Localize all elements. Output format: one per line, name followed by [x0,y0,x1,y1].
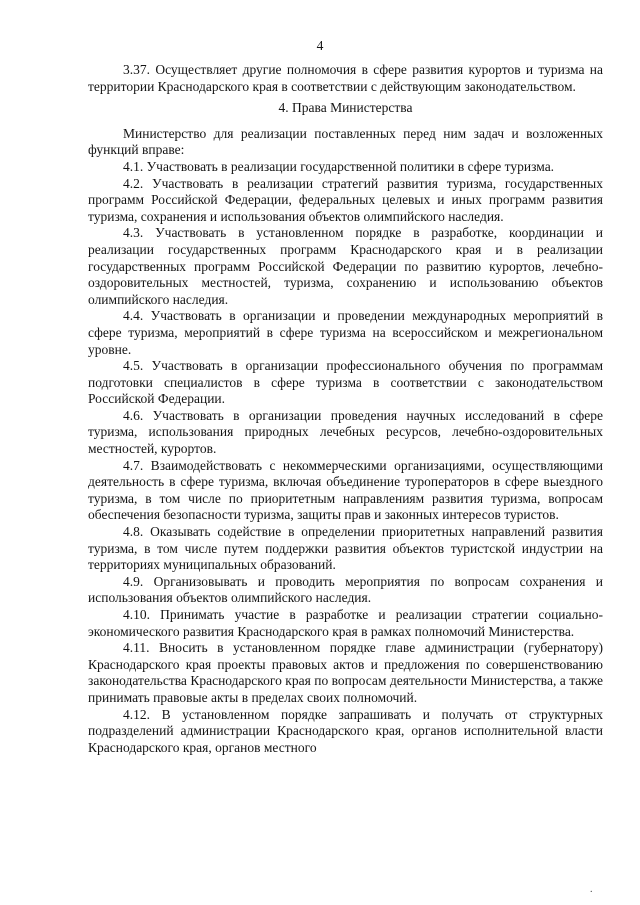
paragraph-4-11: 4.11. Вносить в установленном порядке главе администрации (губернатору) Краснодарского края проекты правовых актов и предложения по совершенствованию законодательства Краснодарского края по вопросам деятельности Министерства, а также принимать правовые акты в пределах своих полномочий. [88,640,603,705]
page-number: 4 [316,38,324,53]
paragraph-intro: Министерство для реализации поставленных перед ним задач и возложенных функций вправе: [88,125,603,158]
paragraph-3-37: 3.37. Осуществляет другие полномочия в сфере развития курортов и туризма на территории Краснодарского края в соответствии с действующим законодательством. [88,62,603,94]
paragraph-4-7: 4.7. Взаимодействовать с некоммерческими организациями, осуществляющими деятельность в сфере туризма, включая объединение туроператоров в сфере выездного туризма, в том числе по приоритетным направлениям развития туризма, вопросам обеспечения безопасности туризма, защиты прав и законных интересов туристов. [88,457,603,523]
paragraph-4-4: 4.4. Участвовать в организации и проведении международных мероприятий в сфере туризма, мероприятий в сфере туризма на всероссийском и межрегиональном уровне. [88,308,603,357]
paragraph-4-6: 4.6. Участвовать в организации проведения научных исследований в сфере туризма, использования природных лечебных ресурсов, лечебно-оздоровительных местностей, курортов. [88,407,603,457]
paragraph-4-9: 4.9. Организовывать и проводить мероприятия по вопросам сохранения и использования объектов олимпийского наследия. [88,573,603,606]
section-heading: 4. Права Министерства [278,100,413,116]
paragraph-4-2: 4.2. Участвовать в реализации стратегий развития туризма, государственных программ Российской Федерации, федеральных целевых и иных программ развития туризма, сохранения и использования объектов олимпийского наследия. [88,175,603,224]
paragraph-4-12: 4.12. В установленном порядке запрашивать и получать от структурных подразделений администрации Краснодарского края, органов исполнительной власти Краснодарского края, органов местного [88,706,603,755]
paragraph-4-1: 4.1. Участвовать в реализации государственной политики в сфере туризма. [123,158,555,174]
scan-mark: . [590,884,593,895]
paragraph-4-8: 4.8. Оказывать содействие в определении приоритетных направлений развития туризма, в том числе путем поддержки развития объектов туристской индустрии на территориях муниципальных образований. [88,524,603,573]
paragraph-4-3: 4.3. Участвовать в установленном порядке в разработке, координации и реализации государственных программ Краснодарского края и в реализации государственных программ Российской Федерации по развитию курортов, лечебно-оздоровительных местностей, туризма, сохранению и использованию объектов олимпийского наследия. [88,225,603,307]
paragraph-4-5: 4.5. Участвовать в организации профессионального обучения по программам подготовки специалистов в сфере туризма в соответствии с законодательством Российской Федерации. [88,358,603,407]
paragraph-4-10: 4.10. Принимать участие в разработке и реализации стратегии социально-экономического развития Краснодарского края в рамках полномочий Министерства. [88,607,603,639]
document-body [88,62,603,756]
